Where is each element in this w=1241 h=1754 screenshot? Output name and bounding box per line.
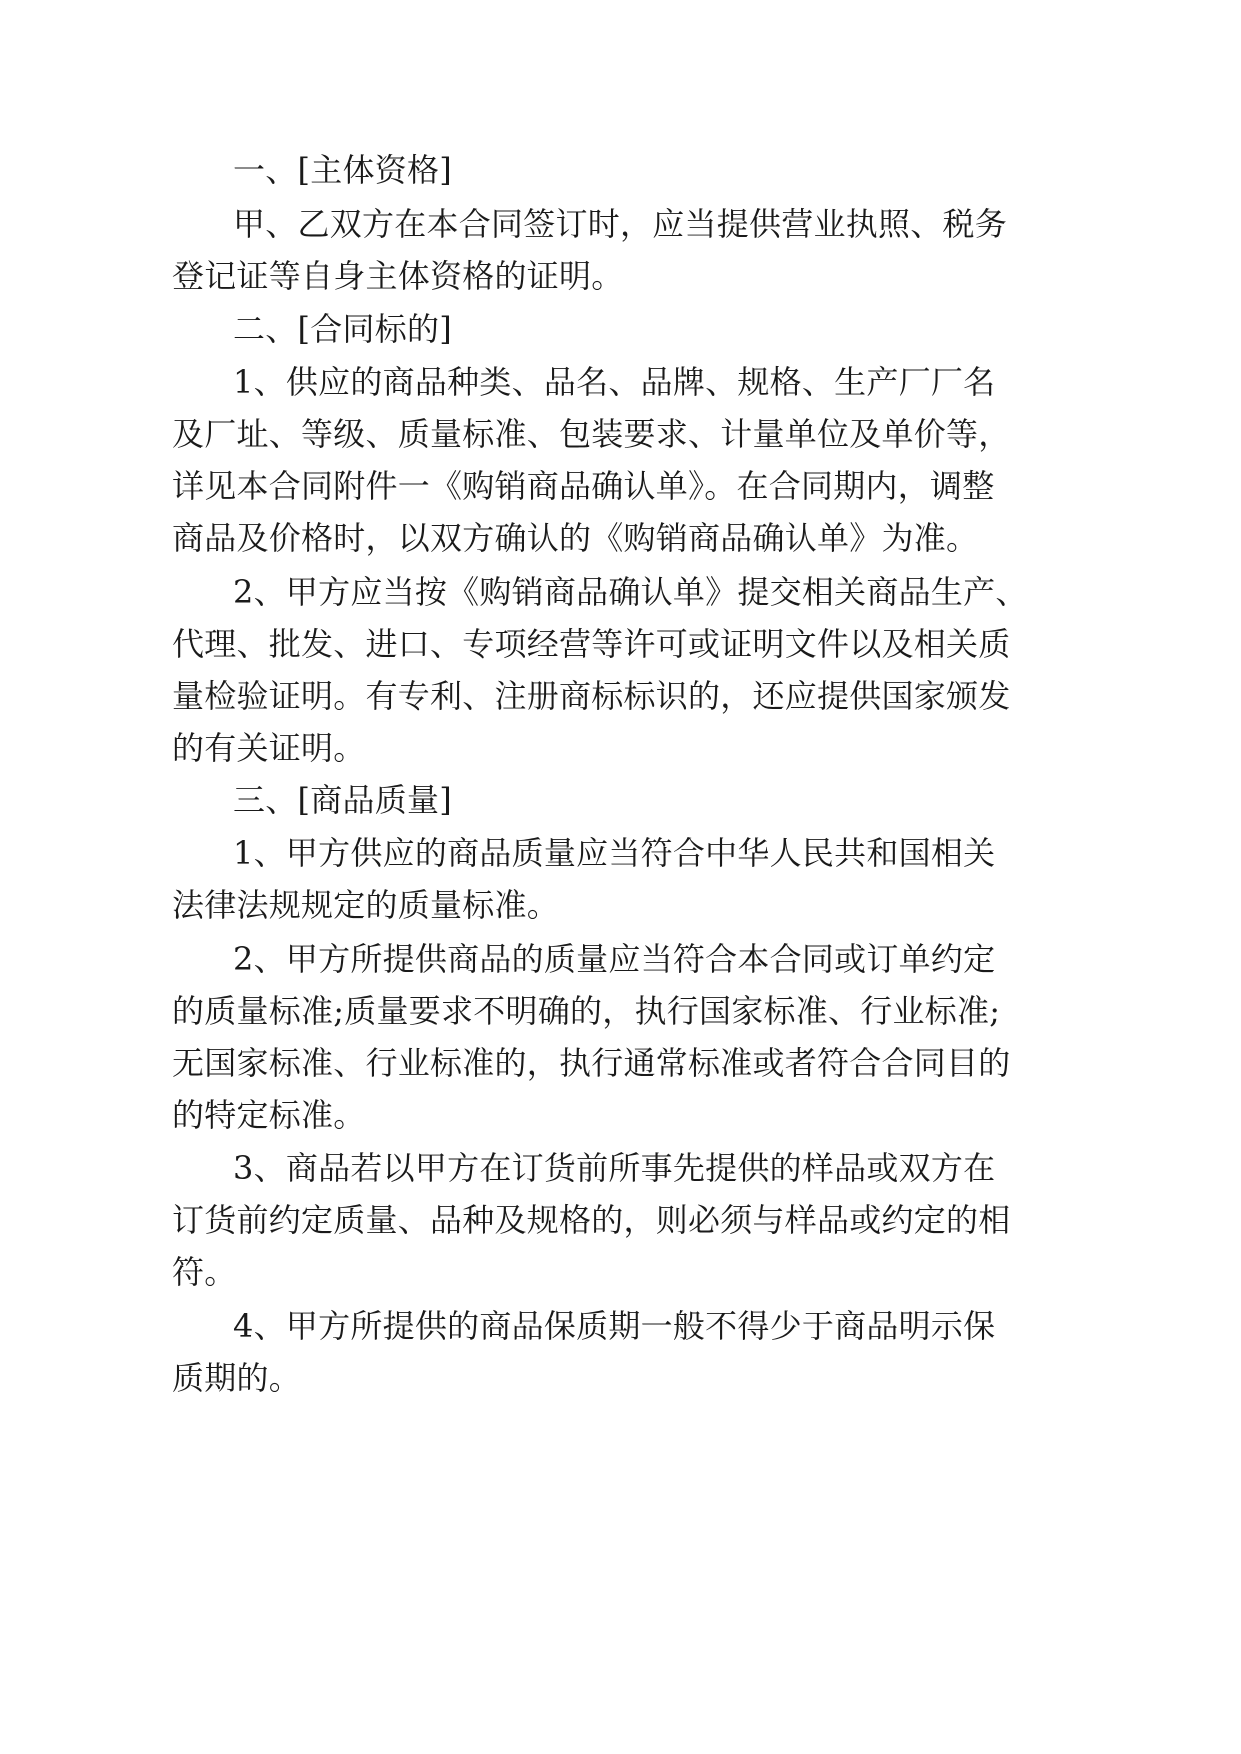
paragraph-line: 符。 bbox=[172, 1253, 237, 1291]
paragraph-line: 4、甲方所提供的商品保质期一般不得少于商品明示保 bbox=[233, 1307, 996, 1345]
paragraph-line: 2、甲方所提供商品的质量应当符合本合同或订单约定 bbox=[233, 940, 996, 978]
paragraph-line: 质期的。 bbox=[172, 1359, 302, 1397]
section-heading-1: 一、[主体资格] bbox=[233, 151, 452, 189]
section-heading-3: 三、[商品质量] bbox=[233, 781, 452, 819]
paragraph-line: 的特定标准。 bbox=[172, 1096, 366, 1134]
paragraph-line: 详见本合同附件一《购销商品确认单》。在合同期内，调整 bbox=[172, 467, 995, 505]
paragraph-line: 量检验证明。有专利、注册商标标识的，还应提供国家颁发 bbox=[172, 677, 1011, 715]
paragraph-line: 订货前约定质量、品种及规格的，则必须与样品或约定的相 bbox=[172, 1201, 1011, 1239]
section-heading-2: 二、[合同标的] bbox=[233, 310, 452, 348]
paragraph-line: 3、商品若以甲方在订货前所事先提供的样品或双方在 bbox=[233, 1149, 996, 1187]
paragraph-line: 甲、乙双方在本合同签订时，应当提供营业执照、税务 bbox=[233, 205, 1008, 243]
paragraph-line: 登记证等自身主体资格的证明。 bbox=[172, 257, 624, 295]
paragraph-line: 无国家标准、行业标准的，执行通常标准或者符合合同目的 bbox=[172, 1044, 1011, 1082]
paragraph-line: 商品及价格时，以双方确认的《购销商品确认单》为准。 bbox=[172, 519, 979, 557]
paragraph-line: 的有关证明。 bbox=[172, 729, 366, 767]
paragraph-line: 1、供应的商品种类、品名、品牌、规格、生产厂厂名 bbox=[233, 363, 996, 401]
paragraph-line: 代理、批发、进口、专项经营等许可或证明文件以及相关质 bbox=[172, 625, 1011, 663]
paragraph-line: 2、甲方应当按《购销商品确认单》提交相关商品生产、 bbox=[233, 573, 1028, 611]
paragraph-line: 法律法规规定的质量标准。 bbox=[172, 886, 560, 924]
paragraph-line: 1、甲方供应的商品质量应当符合中华人民共和国相关 bbox=[233, 834, 996, 872]
paragraph-line: 及厂址、等级、质量标准、包装要求、计量单位及单价等， bbox=[172, 415, 1011, 453]
paragraph-line: 的质量标准;质量要求不明确的，执行国家标准、行业标准; bbox=[172, 992, 1001, 1030]
